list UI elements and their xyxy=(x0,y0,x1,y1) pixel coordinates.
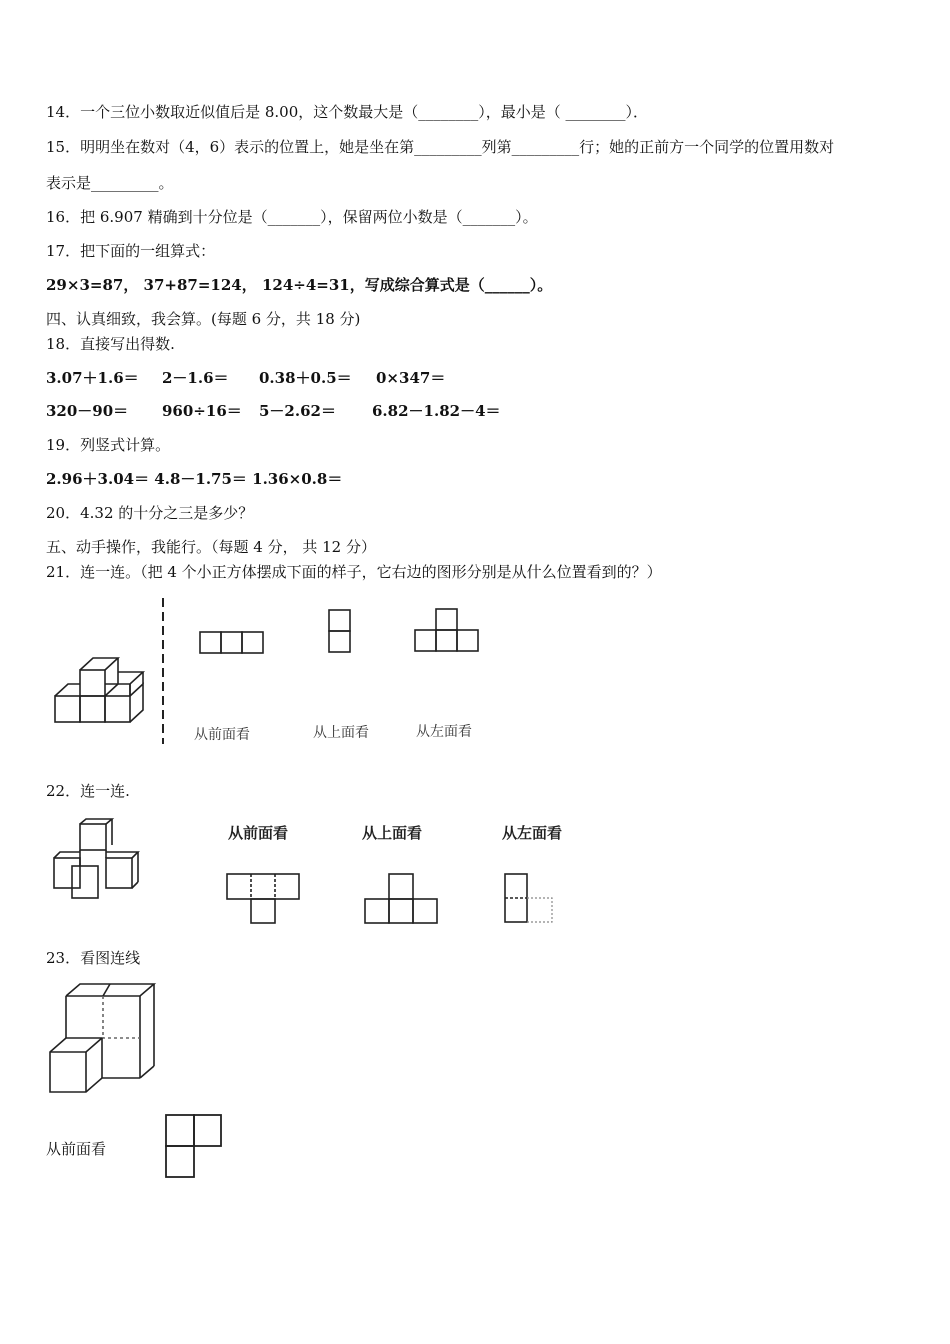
question-19-row: 2.96＋3.04＝ 4.8－1.75＝ 1.36×0.8＝ xyxy=(46,470,343,488)
question-18: 18．直接写出得数. xyxy=(46,335,175,353)
calc-item: 2－1.6＝ xyxy=(162,369,229,387)
question-18-row-1 xyxy=(46,368,445,388)
q22-view-front-shape xyxy=(226,873,302,925)
calc-item: 3.07＋1.6＝ xyxy=(46,369,139,387)
q21-view-t-shape xyxy=(414,608,482,654)
q21-view-two-stacked xyxy=(328,609,352,655)
question-19: 19．列竖式计算。 xyxy=(46,436,171,454)
q21-view-three-squares xyxy=(199,631,265,655)
question-21: 21．连一连。（把 4 个小正方体摆成下面的样子，它右边的图形分别是从什么位置看到的？） xyxy=(46,563,662,581)
calc-item: 6.82－1.82－4＝ xyxy=(372,402,501,420)
question-23: 23．看图连线 xyxy=(46,949,141,967)
q22-label-top: 从上面看 xyxy=(362,824,423,842)
q23-view-shape xyxy=(164,1113,224,1179)
calc-item: 320－90＝ xyxy=(46,402,129,420)
q21-label-front: 从前面看 xyxy=(194,727,250,743)
section-4-heading: 四、认真细致，我会算。(每题 6 分，共 18 分) xyxy=(46,310,361,328)
q23-solid-figure xyxy=(46,982,158,1096)
q21-cube-stack-figure xyxy=(50,650,155,730)
section-5-heading: 五、动手操作，我能行。（每题 4 分， 共 12 分） xyxy=(46,538,376,556)
q23-label-front: 从前面看 xyxy=(46,1140,107,1158)
q22-view-left-shape xyxy=(504,873,556,925)
question-16: 16．把 6.907 精确到十分位是（_______），保留两位小数是（_______）。 xyxy=(46,208,538,226)
calc-item: 0×347＝ xyxy=(376,369,446,387)
question-14: 14．一个三位小数取近似值后是 8.00，这个数最大是（________），最小是（ ________）． xyxy=(46,103,649,121)
question-20: 20．4.32 的十分之三是多少？ xyxy=(46,504,254,522)
q21-divider-dashed-line xyxy=(160,598,166,744)
question-15-line-2: 表示是_________。 xyxy=(46,174,174,192)
calc-item: 960÷16＝ xyxy=(162,402,242,420)
q22-label-left: 从左面看 xyxy=(502,824,563,842)
q22-cube-stack-figure xyxy=(52,818,148,902)
calc-item: 5－2.62＝ xyxy=(259,402,336,420)
question-17: 17．把下面的一组算式： xyxy=(46,242,216,260)
q22-label-front: 从前面看 xyxy=(228,824,289,842)
calc-item: 0.38＋0.5＝ xyxy=(259,369,352,387)
q21-label-left: 从左面看 xyxy=(416,724,472,740)
question-17-formulas: 29×3=87， 37+87=124， 124÷4=31，写成综合算式是（______）。 xyxy=(46,276,553,294)
question-18-row-2 xyxy=(46,401,501,421)
question-15-line-1: 15．明明坐在数对（4，6）表示的位置上，她是坐在第_________列第_________行；她的正前方一个同学的位置用数对 xyxy=(46,138,835,156)
question-22: 22．连一连. xyxy=(46,782,130,800)
q21-label-top: 从上面看 xyxy=(313,725,369,741)
q22-view-top-shape xyxy=(364,873,440,925)
